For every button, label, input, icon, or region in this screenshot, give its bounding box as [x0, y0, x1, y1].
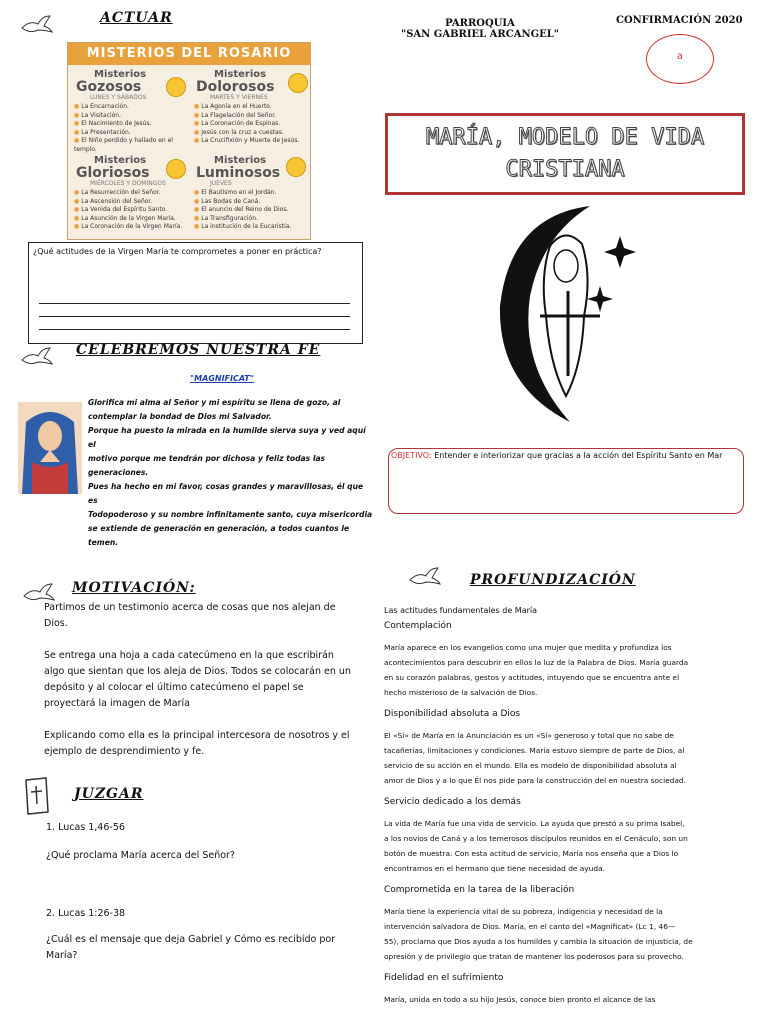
text-line: Partimos de un testimonio acerca de cosas que nos alejan de: [44, 602, 336, 613]
list-item: ● La Flagelación del Señor.: [194, 112, 308, 121]
dove-icon: [20, 346, 54, 368]
luminosos-name: Luminosos: [196, 165, 281, 181]
profundizacion-title: PROFUNDIZACIÓN: [470, 572, 636, 588]
text-line: María aparece en los evangelios como una mujer que medita y profundiza los: [384, 643, 672, 652]
section-heading: Comprometida en la tarea de la liberación: [384, 885, 575, 895]
dove-icon: [20, 14, 54, 36]
text-line: María?: [46, 950, 78, 961]
text-line: Glorifica mi alma al Señor y mi espíritu se llena de gozo, al: [88, 398, 341, 407]
text-line: ¿Cuál es el mensaje que deja Gabriel y Cómo es recibido por: [46, 934, 336, 945]
text-line: intervención salvadora de Dios. María, en el canto del «Magnificat» (Lc 1, 46—: [384, 922, 676, 931]
list-item: ● El anuncio del Reino de Dios.: [194, 206, 308, 215]
gozosos-name: Gozosos: [76, 79, 142, 95]
text-line: 55), proclama que Dios ayuda a los humildes y cambia la situación de injusticia, de: [384, 937, 693, 946]
list-item: ● La Venida del Espíritu Santo.: [74, 206, 188, 215]
text-line: Pues ha hecho en mi favor, cosas grandes y maravillosas, él que es: [88, 482, 364, 505]
text-line: 1. Lucas 1,46-56: [46, 822, 125, 833]
list-item: ● La Agonía en el Huerto.: [194, 103, 308, 112]
text-line: encontramos en el hermano que tiene necesidad de ayuda.: [384, 864, 605, 873]
magnificat-subtitle: "MAGNIFICAT": [190, 374, 254, 383]
section-heading: Fidelidad en el sufrimiento: [384, 973, 504, 983]
text-line: El «Sí» de María en la Anunciación es un «Sí» generoso y total que no sabe de: [384, 731, 674, 740]
text-line: 2. Lucas 1:26-38: [46, 908, 126, 919]
objective-text: Entender e interiorizar que gracias a la acción del Espíritu Santo en Mar: [434, 451, 723, 460]
text-line: a los novios de Caná y a los temerosos discípulos reunidos en el Cenáculo, son un: [384, 834, 688, 843]
title-box: [385, 113, 745, 195]
list-item: ● La Visitación.: [74, 112, 188, 121]
text-line: tacañerías, limitaciones y condiciones. María estuvo siempre de parte de Dios, al: [384, 746, 685, 755]
title-line2: CRISTIANA: [505, 157, 625, 182]
celebremos-title: CELEBREMOS NUESTRA FE: [76, 342, 321, 358]
profundizacion-body: [384, 604, 756, 1007]
dolorosos-word: Misterios: [214, 69, 267, 80]
luminosos-days: JUEVES: [210, 180, 232, 187]
question-text: ¿Qué actitudes de la Virgen María te comprometes a poner en práctica?: [33, 247, 322, 256]
gloriosos-block: [70, 155, 188, 239]
list-item: ● La Asunción de la Virgen María.: [74, 215, 188, 224]
text-line: depósito y al colocar el último catecúmeno el papel se: [44, 682, 304, 693]
list-item: ● El Nacimiento de Jesús.: [74, 120, 188, 129]
text-line: María, unida en todo a su hijo Jesús, conoce bien pronto el alcance de las: [384, 995, 656, 1004]
list-item: ● La Coronación de Espinas.: [194, 120, 308, 129]
answer-lines[interactable]: [39, 291, 350, 330]
gozosos-list: [70, 103, 188, 154]
badge-oval: [646, 34, 714, 84]
list-item: ● La Resurrección del Señor.: [74, 189, 188, 198]
text-line: opresión y de privilegio que tratan de mantener los poderosos para su provecho.: [384, 952, 684, 961]
happy-face-icon: [166, 77, 186, 97]
text-line: motivo porque me tendrán por dichosa y feliz todas las: [88, 454, 326, 463]
list-item: ● La Coronación de la Virgen María.: [74, 223, 188, 232]
gloriosos-list: [70, 189, 188, 232]
star-eyes-face-icon: [286, 157, 306, 177]
parish-header: [400, 18, 560, 40]
text-line: botón de muestra. Con esta actitud de servicio, María nos enseña que a Dios lo: [384, 849, 679, 858]
program-label: CONFIRMACIÓN 2020: [616, 15, 743, 26]
list-item: ● La Ascensión del Señor.: [74, 198, 188, 207]
sad-face-icon: [288, 73, 308, 93]
dolorosos-days: MARTES Y VIERNES: [210, 94, 268, 101]
angel-face-icon: [166, 159, 186, 179]
list-item: ● La Crucifixión y Muerte de Jesús.: [194, 137, 308, 146]
list-item: ● La Transfiguración.: [194, 215, 308, 224]
list-item: ● La Encarnación.: [74, 103, 188, 112]
text-line: Todopoderoso y su nombre infinitamente santo, cuya misericordia: [88, 510, 373, 519]
list-item: ● La institución de la Eucaristía.: [194, 223, 308, 232]
magnificat-text: [88, 396, 374, 550]
gozosos-block: [70, 69, 188, 153]
text-line: se extiende de generación en generación, a todos cuantos le: [88, 524, 350, 533]
text-line: hecho misterioso de la salvación de Dios.: [384, 688, 538, 697]
juzgar-body: [46, 820, 366, 964]
text-line: temen.: [88, 538, 119, 547]
gloriosos-word: Misterios: [94, 155, 147, 166]
list-item: ● El Niño perdido y hallado en el templo.: [74, 137, 188, 154]
text-line: amor de Dios y a lo que Él nos pide para la construcción del en nuestra sociedad.: [384, 776, 686, 785]
juzgar-title: JUZGAR: [74, 786, 144, 802]
rosary-heading: MISTERIOS DEL ROSARIO: [68, 43, 310, 65]
text-line: proyectará la imagen de María: [44, 698, 190, 709]
virgin-mary-image: [18, 402, 82, 494]
text-line: ¿Qué proclama María acerca del Señor?: [46, 850, 235, 861]
list-item: ● Jesús con la cruz a cuestas.: [194, 129, 308, 138]
parish-line1: PARROQUIA: [445, 18, 515, 29]
list-item: ● El Bautismo en el Jordán.: [194, 189, 308, 198]
list-item: ● Las Bodas de Caná.: [194, 198, 308, 207]
luminosos-block: [190, 155, 308, 239]
text-line: servicio de su acción en el mundo. Ella es modelo de disponibilidad absoluta al: [384, 761, 677, 770]
dolorosos-list: [190, 103, 308, 146]
actuar-title: ACTUAR: [100, 10, 173, 26]
title-line1: MARÍA, MODELO DE VIDA: [425, 125, 705, 150]
text-line: Dios.: [44, 618, 68, 629]
motivacion-title: MOTIVACIÓN:: [72, 580, 196, 596]
text-line: La vida de María fue una vida de servicio. La ayuda que prestó a su prima Isabel,: [384, 819, 685, 828]
text-line: acontecimientos para descubrir en ellos la luz de la Palabra de Dios. María guarda: [384, 658, 689, 667]
section-heading: Servicio dedicado a los demás: [384, 797, 521, 807]
luminosos-word: Misterios: [214, 155, 267, 166]
text-line: en su corazón palabras, gestos y actitudes, intuyendo que se encuentra ante el: [384, 673, 680, 682]
objective-label: OBJETIVO:: [391, 451, 432, 460]
gloriosos-name: Gloriosos: [76, 165, 150, 181]
text-line: María tiene la experiencia vital de su pobreza, indigencia y necesidad de la: [384, 907, 663, 916]
mary-illustration: [470, 196, 650, 432]
list-item: ● La Presentación.: [74, 129, 188, 138]
question-box: [28, 242, 363, 344]
profundizacion-intro: Las actitudes fundamentales de María: [384, 606, 538, 615]
gloriosos-days: MIÉRCOLES Y DOMINGOS: [90, 180, 166, 187]
parish-line2: "SAN GABRIEL ARCANGEL": [400, 29, 560, 40]
bible-icon: [22, 776, 52, 816]
dove-icon: [408, 566, 442, 588]
section-heading: Disponibilidad absoluta a Dios: [384, 709, 521, 719]
gozosos-word: Misterios: [94, 69, 147, 80]
text-line: contemplar la bondad de Dios mi Salvador.: [88, 412, 272, 421]
dolorosos-block: [190, 69, 308, 153]
luminosos-list: [190, 189, 308, 232]
text-line: Se entrega una hoja a cada catecúmeno en la que escribirán: [44, 650, 334, 661]
text-line: Porque ha puesto la mirada en la humilde sierva suya y ved aquí el: [88, 426, 366, 449]
section-heading: Contemplación: [384, 621, 452, 631]
text-line: generaciones.: [88, 468, 149, 477]
text-line: Explicando como ella es la principal intercesora de nosotros y el: [44, 730, 350, 741]
objective-box: [388, 448, 744, 514]
rosary-mysteries-chart: [67, 42, 311, 240]
gozosos-days: LUNES Y SÁBADOS: [90, 94, 147, 101]
text-line: ejemplo de desprendimiento y fe.: [44, 746, 205, 757]
dolorosos-name: Dolorosos: [196, 79, 275, 95]
motivacion-body: [44, 600, 364, 760]
badge-text: a: [676, 51, 684, 62]
text-line: algo que sientan que los aleja de Dios. Todos se colocarán en un: [44, 666, 351, 677]
